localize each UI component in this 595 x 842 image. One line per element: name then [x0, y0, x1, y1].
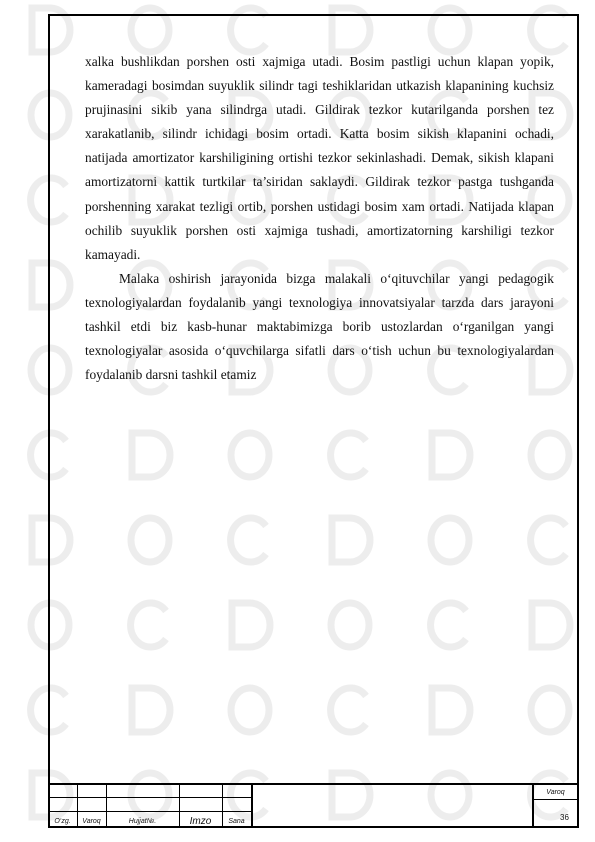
- page-number: 36: [560, 813, 569, 822]
- stamp-label-varoq: Varoq: [82, 818, 101, 825]
- stamp-label-ozg: O‘zg.: [54, 818, 71, 825]
- stamp-label-imzo: Imzo: [189, 816, 212, 827]
- title-block: [48, 783, 579, 828]
- stamp-label-hujjat: Hujjat№.: [128, 818, 157, 825]
- document-body: [85, 50, 554, 387]
- stamp-varoq-header: Varoq: [546, 789, 565, 796]
- stamp-label-sana: Sana: [228, 818, 245, 825]
- paragraph-1: xalka bushlikdan porshen osti xajmiga utadi. Bosim pastligi uchun klapan yopik, kameradagi bosimdan suyuklik silindr tagi teshiklaridan utkazish klapanining kuchsiz prujinasini sikib yana silindrga utadi. Gildirak tezkor kutarilganda porshen tez xarakatlanib, silindr ichidagi bosim ortadi. Katta bosim sikish klapanini ochadi, natijada amortizator karshiligining ortishi tezkor sekinlashadi. Demak, sikish klapani amortizatorni kattik turtkilar ta’siridan saklaydi. Gildirak tezkor pastga tushganda porshenning xarakat tezligi ortib, porshen ustidagi bosim xam ortadi. Natijada klapan ochilib suyuklik porshen osti xajmiga tushadi, amortizatorning karshiligi tezkor kamayadi.: [85, 54, 554, 262]
- paragraph-2: Malaka oshirish jarayonida bizga malakali o‘qituvchilar yangi pedagogik texnologiyalardan foydalanib yangi texnologiya innovatsiyalar tarzda dars jarayoni tashkil etdi biz kasb-hunar maktabimizga borib ustozlardan o‘rganilgan yangi texnologiyalar asosida o‘quvchilarga sifatli dars o‘tish uchun bu texnologiyalardan foydalanib darsni tashkil etamiz: [85, 270, 554, 383]
